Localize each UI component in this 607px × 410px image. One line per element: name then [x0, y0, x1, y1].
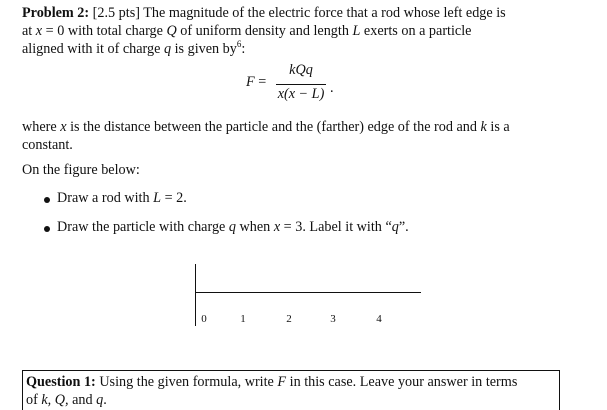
formula-numerator: kQq: [289, 62, 313, 78]
bullet-1-dot: [44, 197, 50, 203]
question-line-1: Question 1: Using the given formula, write F in this case. Leave your answer in terms: [26, 374, 518, 390]
tick-label-0: 0: [201, 313, 207, 325]
problem-line-2: at x = 0 with total charge Q of uniform density and length L exerts on a particle: [22, 23, 472, 39]
formula-period: .: [330, 80, 334, 96]
question-box: [22, 370, 560, 410]
axis-horizontal-line: [195, 292, 421, 293]
problem-line-1: [22, 5, 506, 22]
footnote-marker: 6: [236, 39, 242, 49]
bullet-2-text: Draw the particle with charge q when x = 3. Label it with “q”.: [57, 219, 409, 235]
tick-label-4: 4: [376, 313, 382, 325]
formula-lhs: F =: [246, 74, 267, 90]
problem-line-3: aligned with it of charge q is given $by^6$:: [22, 39, 246, 57]
bullet-1-text: Draw a rod with L = 2.: [57, 190, 187, 206]
question-line-2: of k, Q, and q.: [26, 392, 107, 408]
tick-label-1: 1: [240, 313, 246, 325]
instructions-heading: On the figure below:: [22, 162, 140, 178]
question-label: Question 1:: [26, 374, 96, 390]
fraction-bar: [276, 84, 326, 85]
problem-label: Problem 2:: [22, 5, 90, 21]
bullet-2-dot: [44, 226, 50, 232]
problem-points: [2.5 pts]: [92, 5, 140, 21]
where-line-2: constant.: [22, 137, 73, 153]
where-line-1: where x is the distance between the particle and the (farther) edge of the rod and k is a: [22, 119, 510, 135]
tick-label-2: 2: [286, 313, 292, 325]
tick-label-3: 3: [330, 313, 336, 325]
formula-denominator: x(x − L): [277, 86, 325, 102]
problem-line-1-text: The magnitude of the electric force that a rod whose left edge is: [143, 5, 506, 21]
